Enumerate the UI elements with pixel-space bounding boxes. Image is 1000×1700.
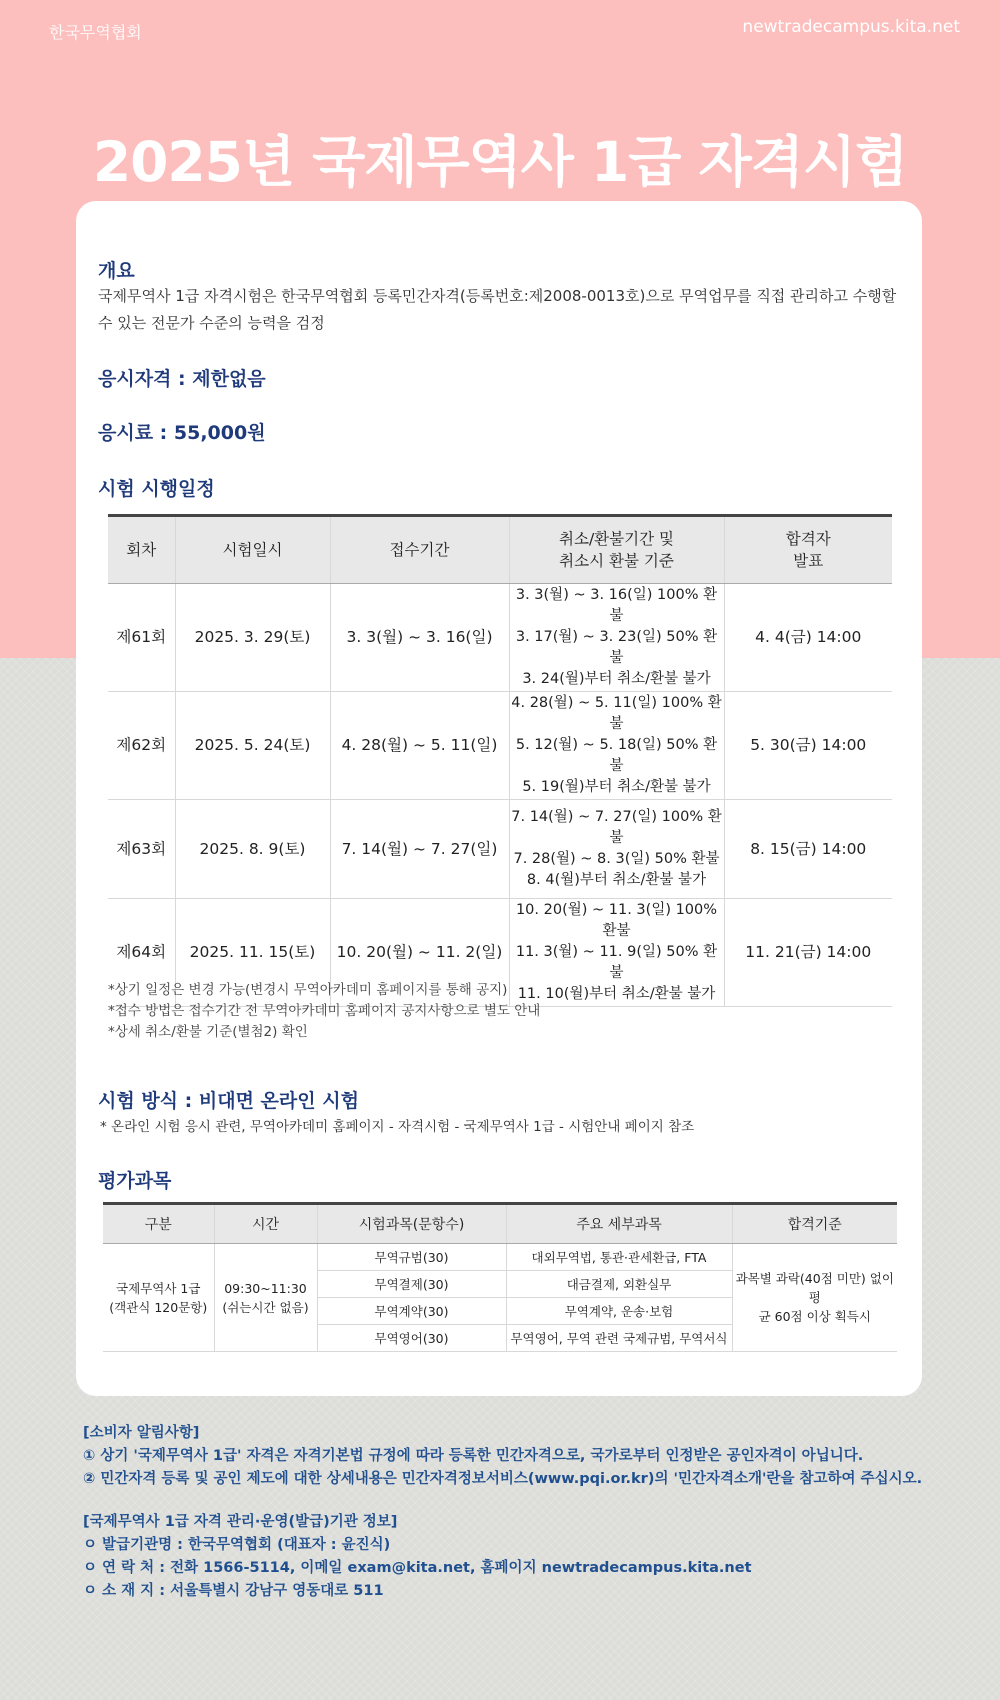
pass-line: 과목별 과락(40점 미만) 없이 평	[735, 1271, 894, 1305]
info-line: ㅇ 연 락 처 : 전화 1566-5114, 이메일 exam@kita.net, 홈페이지 newtradecampus.kita.net	[83, 1560, 752, 1576]
schedule-heading: 시험 시행일정	[98, 478, 215, 500]
registration-cell: 4. 28(월) ~ 5. 11(일)	[330, 692, 509, 800]
method-heading: 시험 방식 : 비대면 온라인 시험	[98, 1090, 359, 1112]
detail-cell: 대금결제, 외환실무	[506, 1271, 732, 1298]
subject-cell: 무역영어(30)	[317, 1325, 506, 1352]
info-title: [국제무역사 1급 자격 관리·운영(발급)기관 정보]	[83, 1514, 398, 1530]
org-name: 한국무역협회	[49, 23, 142, 42]
subjects-heading: 평가과목	[98, 1170, 172, 1192]
exam-date-cell: 2025. 8. 9(토)	[175, 800, 330, 899]
note-line: *상기 일정은 변경 가능(변경시 무역아카데미 홈페이지를 통해 공지)	[108, 982, 508, 998]
refund-line: 4. 28(월) ~ 5. 11(일) 100% 환불	[511, 695, 722, 732]
fee-heading: 응시료 : 55,000원	[98, 422, 266, 444]
refund-cell	[509, 800, 724, 899]
col-header-line: 취소/환불기간 및	[559, 530, 674, 548]
eligibility-heading: 응시자격 : 제한없음	[98, 368, 266, 390]
result-cell: 11. 21(금) 14:00	[724, 899, 892, 1007]
subject-cell: 무역규범(30)	[317, 1244, 506, 1271]
registration-cell: 3. 3(월) ~ 3. 16(일)	[330, 584, 509, 692]
refund-line: 7. 14(월) ~ 7. 27(일) 100% 환불	[511, 809, 722, 846]
col-header: 주요 세부과목	[506, 1204, 732, 1244]
schedule-notes	[108, 980, 540, 1043]
col-header	[509, 516, 724, 584]
refund-line: 10. 20(월) ~ 11. 3(일) 100% 환불	[515, 902, 718, 939]
note-line: *상세 취소/환불 기준(별첨2) 확인	[108, 1024, 308, 1040]
time-line: 09:30~11:30	[224, 1280, 307, 1296]
notice-line: ② 민간자격 등록 및 공인 제도에 대한 상세내용은 민간자격정보서비스(www.pqi.or.kr)의 '민간자격소개'란을 참고하여 주십시오.	[83, 1471, 923, 1487]
category-line: (객관식 120문항)	[109, 1299, 208, 1315]
col-header-line: 발표	[793, 552, 824, 570]
refund-line: 3. 3(월) ~ 3. 16(일) 100% 환불	[515, 587, 718, 624]
overview-line: 국제무역사 1급 자격시험은 한국무역협회 등록민간자격(등록번호:제2008-0013호)으로 무역업무를 직접 관리하고 수행할	[98, 287, 897, 305]
info-line: ㅇ 소 재 지 : 서울특별시 강남구 영동대로 511	[83, 1583, 384, 1599]
round-cell: 제61회	[108, 584, 175, 692]
note-line: *접수 방법은 접수기간 전 무역아카데미 홈페이지 공지사항으로 별도 안내	[108, 1003, 541, 1019]
refund-cell	[509, 899, 724, 1007]
refund-cell	[509, 692, 724, 800]
notice-line: ① 상기 '국제무역사 1급' 자격은 자격기본법 규정에 따라 등록한 민간자격으로, 국가로부터 인정받은 공인자격이 아닙니다.	[83, 1448, 864, 1464]
col-header: 접수기간	[330, 516, 509, 584]
result-cell: 8. 15(금) 14:00	[724, 800, 892, 899]
result-cell: 5. 30(금) 14:00	[724, 692, 892, 800]
info-line: ㅇ 발급기관명 : 한국무역협회 (대표자 : 윤진식)	[83, 1537, 391, 1553]
round-cell: 제64회	[108, 899, 175, 1007]
round-cell: 제63회	[108, 800, 175, 899]
col-header-line: 취소시 환불 기준	[559, 552, 674, 570]
refund-line: 11. 10(월)부터 취소/환불 불가	[517, 986, 716, 1002]
exam-date-cell: 2025. 11. 15(토)	[175, 899, 330, 1007]
refund-line: 5. 12(월) ~ 5. 18(일) 50% 환불	[515, 737, 718, 774]
table-header-row	[108, 516, 892, 584]
refund-line: 3. 17(월) ~ 3. 23(일) 50% 환불	[515, 629, 718, 666]
overview-text	[98, 283, 898, 337]
col-header: 합격기준	[732, 1204, 897, 1244]
page-title: 2025년 국제무역사 1급 자격시험	[92, 130, 908, 194]
refund-line: 8. 4(월)부터 취소/환불 불가	[526, 872, 707, 888]
refund-line: 7. 28(월) ~ 8. 3(일) 50% 환불	[513, 851, 720, 867]
col-header	[724, 516, 892, 584]
detail-cell: 무역영어, 무역 관련 국제규범, 무역서식	[506, 1325, 732, 1352]
col-header: 시험과목(문항수)	[317, 1204, 506, 1244]
issuer-info	[83, 1510, 963, 1602]
refund-line: 11. 3(월) ~ 11. 9(일) 50% 환불	[515, 944, 718, 981]
refund-line: 5. 19(월)부터 취소/환불 불가	[522, 779, 711, 795]
time-cell	[214, 1244, 317, 1352]
exam-date-cell: 2025. 3. 29(토)	[175, 584, 330, 692]
table-row	[108, 584, 892, 692]
pass-line: 균 60점 이상 획득시	[758, 1309, 871, 1324]
exam-date-cell: 2025. 5. 24(토)	[175, 692, 330, 800]
col-header-line: 합격자	[785, 530, 831, 548]
notice-title: [소비자 알림사항]	[83, 1425, 200, 1441]
registration-cell: 10. 20(월) ~ 11. 2(일)	[330, 899, 509, 1007]
table-header-row	[103, 1204, 897, 1244]
registration-cell: 7. 14(월) ~ 7. 27(일)	[330, 800, 509, 899]
table-row	[103, 1244, 897, 1271]
time-line: (쉬는시간 없음)	[222, 1299, 309, 1315]
overview-line: 수 있는 전문가 수준의 능력을 검정	[98, 314, 325, 332]
round-cell: 제62회	[108, 692, 175, 800]
pass-criteria-cell	[732, 1244, 897, 1352]
detail-cell: 무역계약, 운송·보험	[506, 1298, 732, 1325]
col-header: 구분	[103, 1204, 214, 1244]
schedule-table	[108, 514, 892, 1007]
col-header: 회차	[108, 516, 175, 584]
refund-line: 3. 24(월)부터 취소/환불 불가	[522, 671, 711, 687]
site-url[interactable]: newtradecampus.kita.net	[742, 17, 960, 37]
overview-heading: 개요	[98, 260, 135, 282]
subjects-table	[103, 1202, 897, 1352]
detail-cell: 대외무역법, 통관·관세환급, FTA	[506, 1244, 732, 1271]
category-cell	[103, 1244, 214, 1352]
col-header: 시험일시	[175, 516, 330, 584]
subject-cell: 무역결제(30)	[317, 1271, 506, 1298]
col-header: 시간	[214, 1204, 317, 1244]
table-row	[108, 800, 892, 899]
refund-cell	[509, 584, 724, 692]
table-row	[108, 692, 892, 800]
method-note: * 온라인 시험 응시 관련, 무역아카데미 홈페이지 - 자격시험 - 국제무역사 1급 - 시험안내 페이지 참조	[100, 1119, 695, 1135]
category-line: 국제무역사 1급	[116, 1280, 201, 1296]
subject-cell: 무역계약(30)	[317, 1298, 506, 1325]
result-cell: 4. 4(금) 14:00	[724, 584, 892, 692]
consumer-notice	[83, 1421, 963, 1490]
